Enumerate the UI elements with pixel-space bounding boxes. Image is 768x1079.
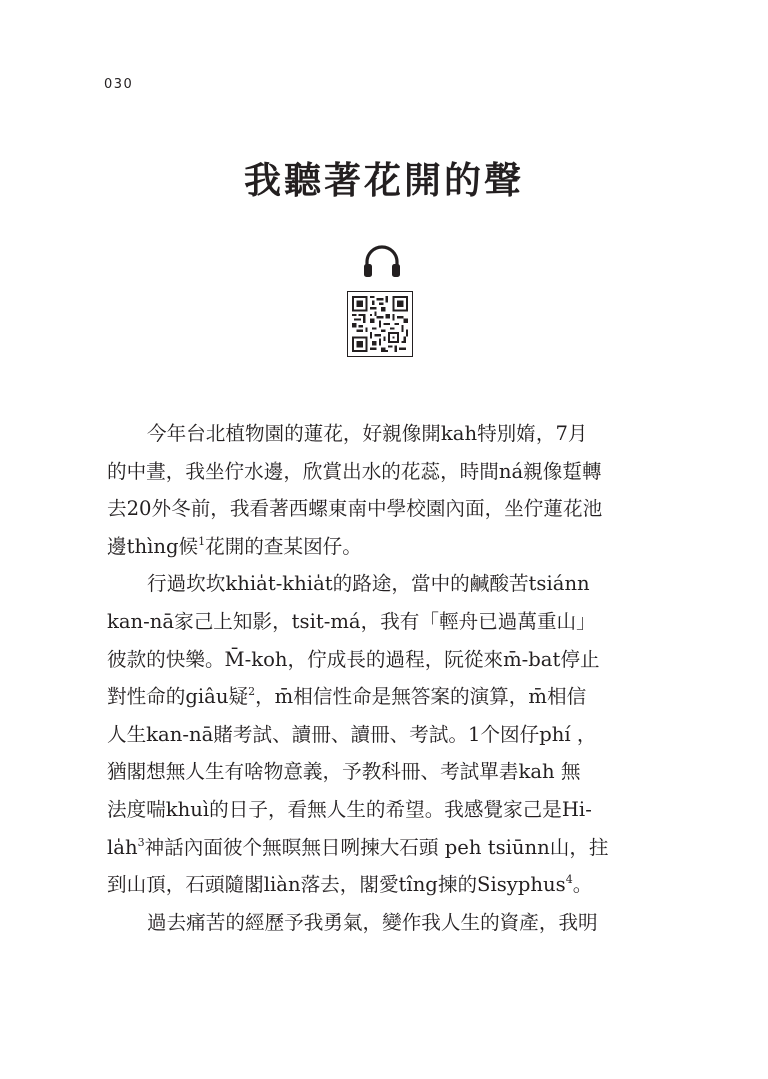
qr-code[interactable] xyxy=(347,291,413,357)
footnote-ref[interactable]: 4 xyxy=(565,873,573,887)
text-line: 的中晝，我坐佇水邊，欣賞出水的花蕊，時間ná親像踅轉 xyxy=(107,459,602,483)
text-line: 法度喘khuì的日子，看無人生的希望。我感覺家己是Hi- xyxy=(107,797,592,821)
text-line: $la̍h^3$神話內面彼个無暝無日咧揀大石頭 peh tsiūnn山，拄 xyxy=(107,835,609,859)
qr-code-pattern xyxy=(352,296,408,352)
text-line: 今年台北植物園的蓮花，好親像開kah特別媠，7月 xyxy=(147,422,588,445)
chapter-title: 我聽著花開的聲 xyxy=(244,158,524,202)
footnote-ref[interactable]: 1 xyxy=(198,534,206,548)
text-line: 行過坎坎khia̍t-khia̍t的路途，當中的鹹酸苦tsiánn xyxy=(147,572,590,596)
text-line: 到山頂，石頭隨閣liàn落去，閣愛tîng揀的Sisyphus$^4$。 xyxy=(107,873,593,897)
text-line: 猶閣想無人生有啥物意義，予教科冊、考試單砉kah 無 xyxy=(107,760,581,784)
text-line: kan-nā家己上知影，tsit-má，我有「輕舟已過萬重山」 xyxy=(107,609,596,633)
text-line: 人生kan-nā賭考試、讀冊、讀冊、考試。1个囡仔phí ， xyxy=(107,722,597,746)
page-number: 030 xyxy=(104,77,134,92)
text-line: 去20外冬前，我看著西螺東南中學校園內面，坐佇蓮花池 xyxy=(107,497,603,521)
text-line: 邊thìng候$^1$花開的查某囡仔。 xyxy=(107,534,362,558)
headphones-icon[interactable] xyxy=(361,244,403,278)
footnote-ref[interactable]: 2 xyxy=(248,685,256,699)
text-line: 對性命的giâu疑$^2$，m̄相信性命是無答案的演算，m̄相信 xyxy=(107,685,587,709)
text-line: 過去痛苦的經歷予我勇氣，變作我人生的資產，我明 xyxy=(147,910,598,934)
text-line: 彼款的快樂。M̄-koh，佇成長的過程，阮從來m̄-bat停止 xyxy=(107,647,600,671)
footnote-ref[interactable]: 3 xyxy=(137,835,145,849)
body-text xyxy=(107,415,659,941)
